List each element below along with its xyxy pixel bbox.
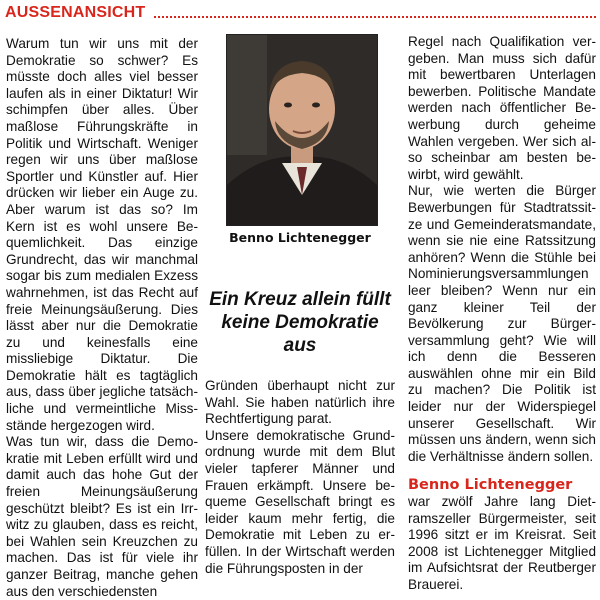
paragraph: Nur, wie werten die Bürger Bewerbungen für Stadtratssitze und Gemeinderatsmandate, wenn sie nie eine Ratssitzung anhören? Wenn die Stühle bei Nominierungsversammlungen leer bleiben? Wenn nur ein ganz kleiner Teil der Bevölkerung zur Bürgerversammlung geht? Wie will ich denn die Besseren auswählen ohne mir ein Bild zu machen? Die Politik ist leider nur der Widerspiegel unserer Gesellschaft. Wir müssen uns ändern, wenn sich die Verhältnisse ändern sollen. xyxy=(408,183,596,464)
author-bio-text: war zwölf Jahre lang Dietramszeller Bürgermeister, seit 1996 sitzt er im Kreisrat. Seit 2008 ist Lichtenegger Mitglied im Aufsichtsrat der Reutberger Brauerei. xyxy=(408,494,596,592)
author-photo xyxy=(226,34,378,226)
article-column-middle xyxy=(205,378,395,577)
author-bio-name: Benno Lichtenegger xyxy=(408,477,573,494)
paragraph: Warum tun wir uns mit der Demokratie so schwer? Es müsste doch alles viel besser laufen als in einer Diktatur! Wir schimpfen über alles. Über maßlose Führungskräfte in Politik und Wirtschaft. Weniger regen wir uns über maßlose Sportler und Künstler auf. Hier drücken wir lieber ein Auge zu. Aber warum ist das so? Im Kern ist es wohl unsere Bequemlichkeit. Das einzige Grundrecht, das wir manchmal sogar bis zum medialen Exzess wahrnehmen, ist das Recht auf freie Meinungsäußerung. Dies lässt aber nur die Demokratie zu und keinesfalls eine missliebige Diktatur. Die Demokratie hält es tagtäglich aus, dass über jegliche tatsächliche und vermeintliche Missstände hergezogen wird. xyxy=(6,36,198,433)
section-header xyxy=(2,2,598,24)
paragraph: Unsere demokratische Grundordnung wurde mit dem Blut vieler tapferer Männer und Frauen erkämpft. Unsere bequeme Gesellschaft bringt es leider kaum mehr fertig, die Demokratie mit Leben zu erfüllen. In der Wirtschaft werden die Führungsposten in der xyxy=(205,427,395,576)
dotted-rule xyxy=(154,16,596,18)
paragraph: Gründen überhaupt nicht zur Wahl. Sie haben natürlich ihre Rechtfertigung parat. xyxy=(205,378,395,427)
pull-quote: Ein Kreuz allein füllt keine Demokratie aus xyxy=(209,289,391,356)
portrait-image xyxy=(227,35,377,225)
paragraph: Regel nach Qualifikation vergeben. Man muss sich dafür mit bewertbaren Unterlagen bewerben. Politische Mandate werden nach öffentlicher Bewerbung durch geheime Wahlen vergeben. Wer sich also scheinbar am besten bewirbt, wird gewählt. xyxy=(408,34,596,182)
photo-caption: Benno Lichtenegger xyxy=(229,230,371,245)
paragraph: Was tun wir, dass die Demokratie mit Leben erfüllt wird und damit auch das hohe Gut der freien Meinungsäußerung geschützt bleibt? Es ist ein Irrwitz zu glauben, dass es reicht, bei Wahlen sein Kreuzchen zu machen. Das ist für viele ihr ganzer Beitrag, manche gehen aus den verschiedensten xyxy=(6,434,198,599)
section-kicker: AUSSENANSICHT xyxy=(5,4,146,21)
article-column-left xyxy=(6,36,198,600)
article-column-right xyxy=(408,34,596,594)
